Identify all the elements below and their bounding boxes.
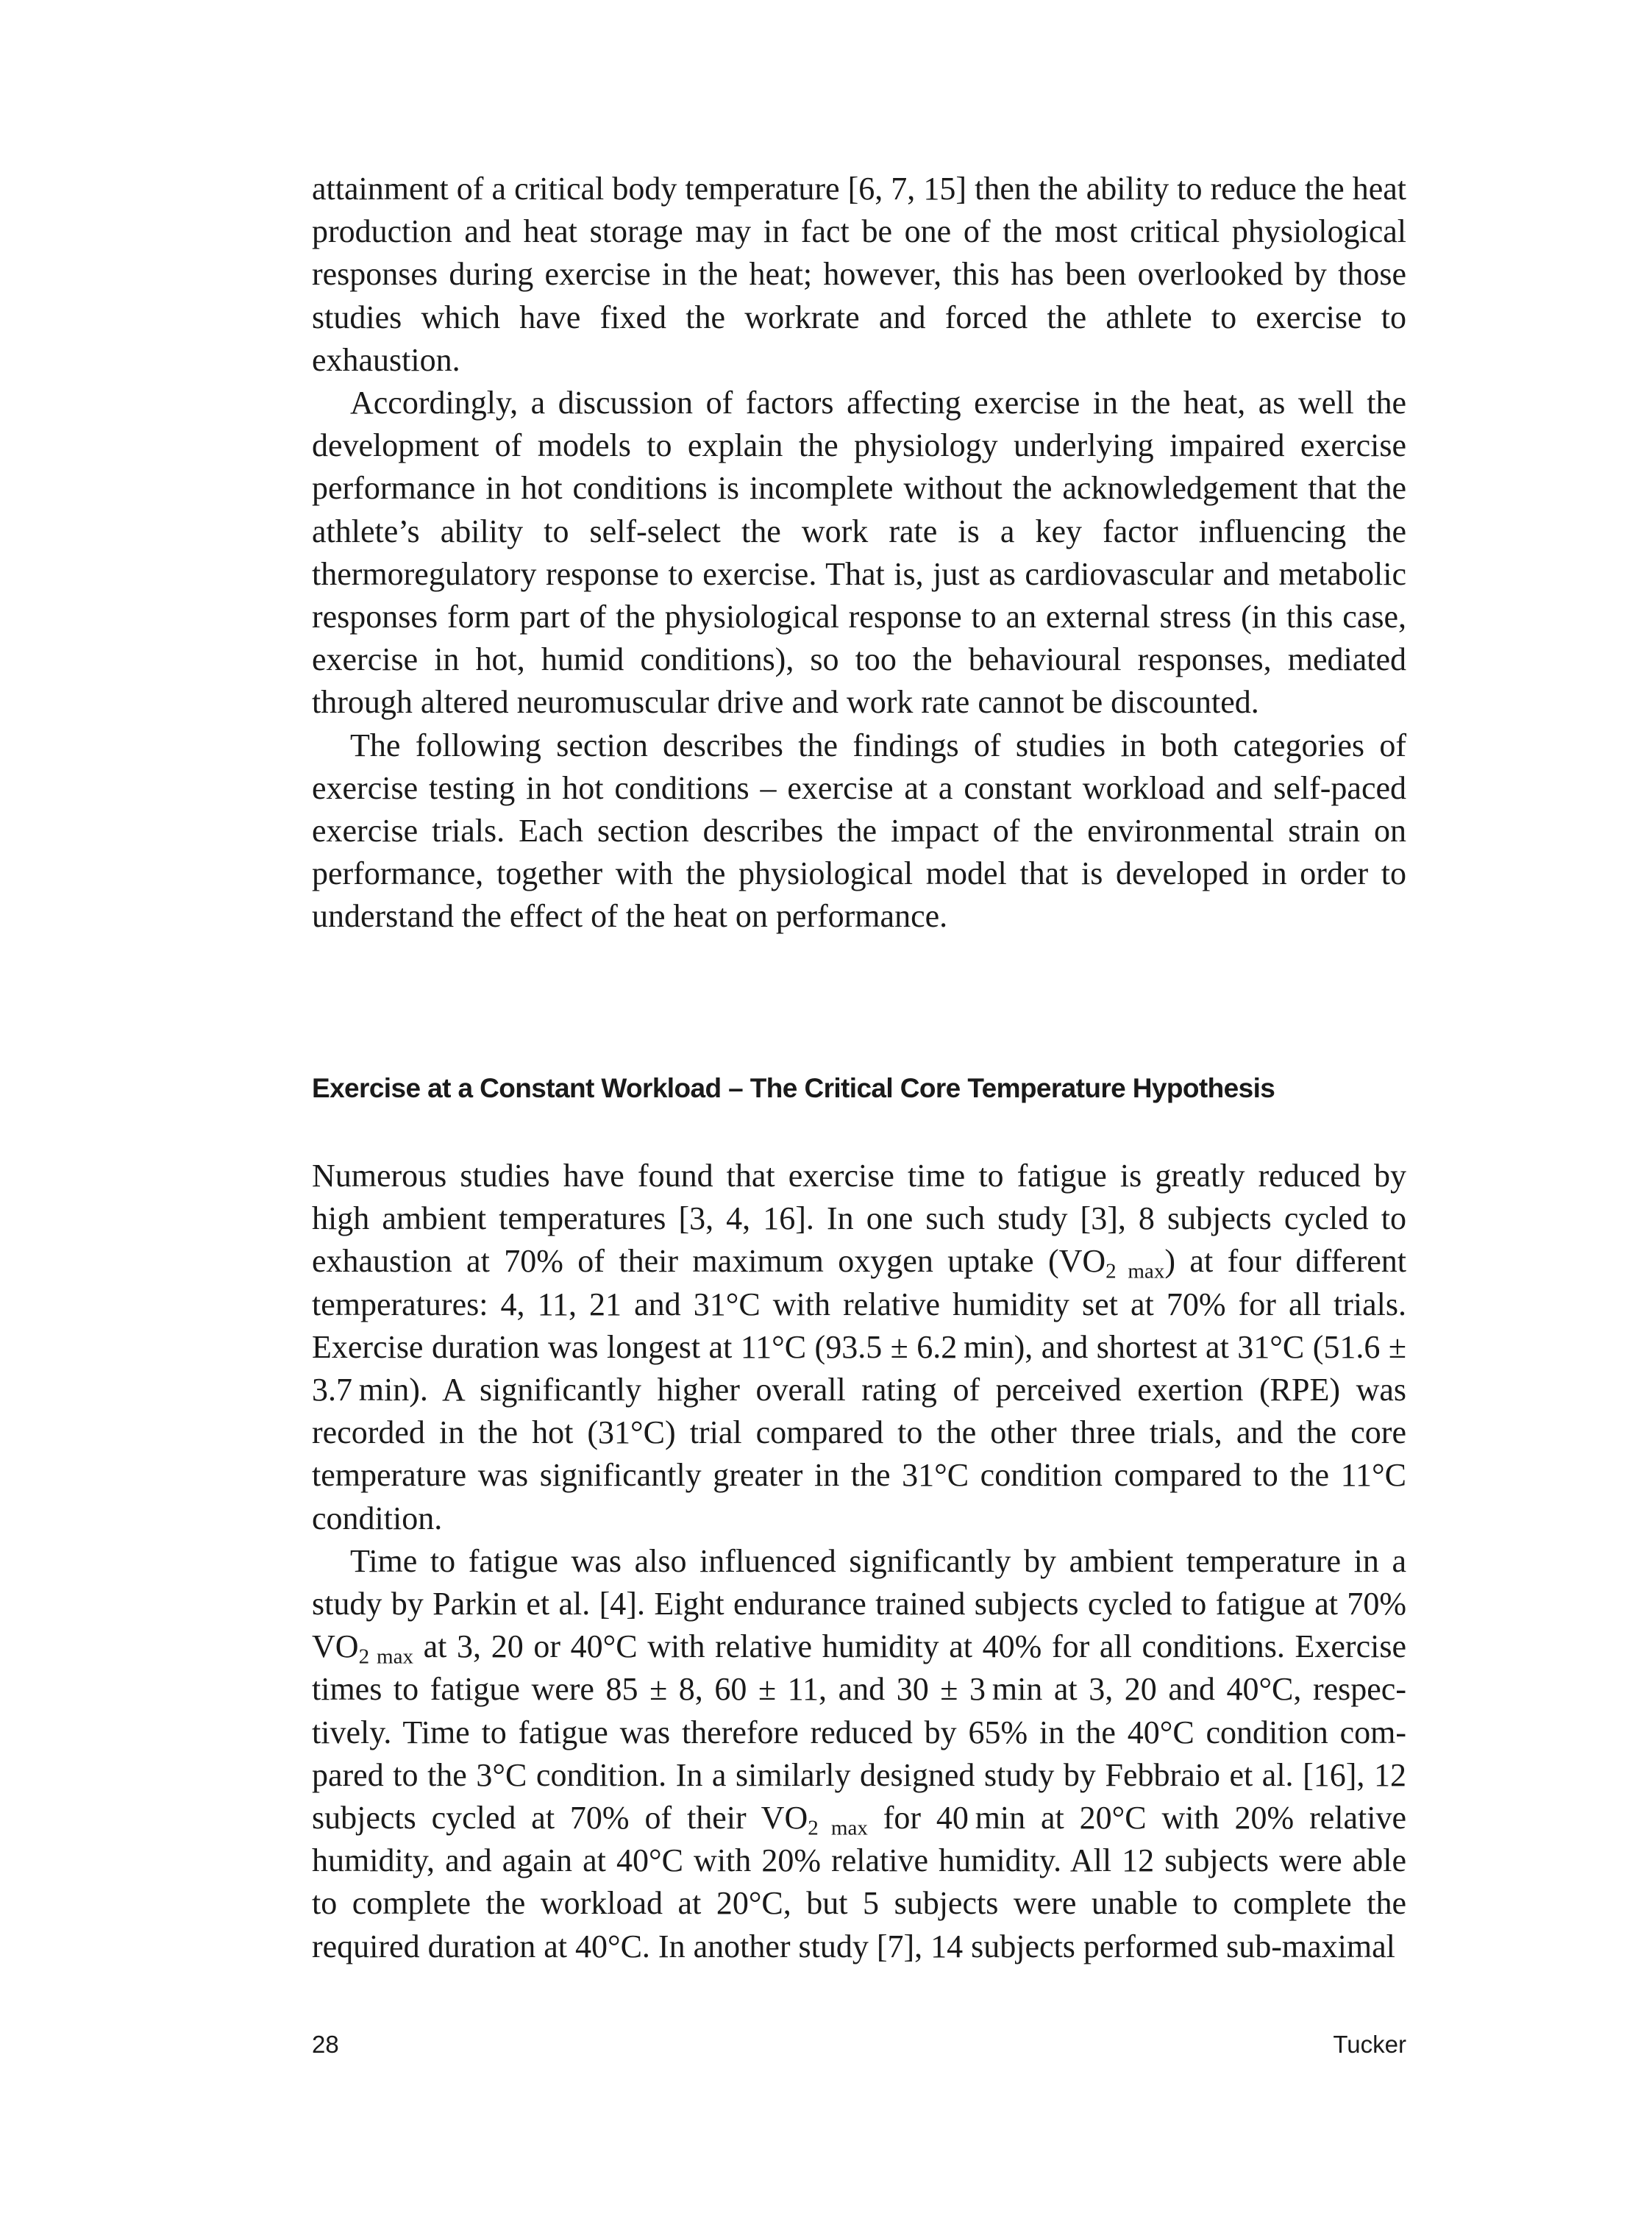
text-run: at 3, 20 or 40°C with relative humidity at 40% for all conditions. Exercise times to fatigue were 85 ± 8, 60 ± 11, and 30 ± 3 min at 3, 20 and 40°C, respectively. Time to fatigue was therefore reduced by 65% in the 40°C condition compared to the 3°C condition. In a similarly designed study by Febbraio et al. [16], 12 subjects cycled at 70% of their VO [312,1628,1406,1836]
text-run: Time to fatigue was also influenced significantly by ambient temperature in a study by Parkin et al. [4]. Eight endurance trained subjects cycled to fatigue at 70% VO [312,1542,1406,1665]
page-number: 28 [312,2031,339,2058]
text-run: for 40 min at 20°C with 20% relative humidity, and again at 40°C with 20% relative humidity. All 12 subjects were able to complete the workload at 20°C, but 5 subjects were unable to complete the required duration at 40°C. In another study [7], 14 subjects performed sub-maximal [312,1800,1406,1964]
body-paragraph [312,1540,1406,1968]
subscript: 2 max [358,1645,413,1669]
subscript: 2 max [808,1816,868,1840]
intro-text [312,168,1406,938]
text-run: Numerous studies have found that exercise time to fatigue is greatly reduced by high ambient temperatures [3, 4, 16]. In one such study [3], 8 subjects cycled to exhaustion at 70% of their maximum oxygen uptake (VO [312,1158,1406,1280]
text-run: ) at four different temperatures: 4, 11, 21 and 31°C with relative humidity set at 70% for all trials. Exercise duration was longest at 11°C (93.5 ± 6.2 min), and shortest at 31°C (51.6 ± 3.7 min). A significantly higher overall rating of perceived exertion (RPE) was recorded in the hot (31°C) trial compared to the other three trials, and the core temperature was significantly greater in the 31°C condition compared to the 11°C condition. [312,1243,1406,1536]
body-paragraph: Accordingly, a discussion of factors affecting exercise in the heat, as well the development of models to explain the physiology underlying impaired exercise performance in hot conditions is incomplete without the acknowledgement that the athlete’s ability to self-select the work rate is a key factor influencing the thermoregulatory response to exercise. That is, just as cardiovascular and metabolic responses form part of the physiological response to an external stress (in this case, exercise in hot, humid conditions), so too the behavioural responses, mediated through altered neuromuscular drive and work rate cannot be discounted. [312,385,1406,721]
section-heading: Exercise at a Constant Workload – The Critical Core Temperature Hypothesis [312,1073,1275,1103]
subscript: 2 max [1106,1260,1165,1284]
body-paragraph: The following section describes the findings of studies in both categories of exercise testing in hot conditions – exercise at a constant workload and self-paced exercise trials. Each section describes the impact of the environmental strain on performance, together with the physiological model that is developed in order to understand the effect of the heat on performance. [312,727,1406,935]
body-paragraph: attainment of a critical body temperature [6, 7, 15] then the ability to reduce the heat production and heat storage may in fact be one of the most critical physiological responses during exercise in the heat; however, this has been overlooked by those studies which have fixed the workrate and forced the athlete to exercise to exhaustion. [312,171,1406,378]
body-paragraph [312,1155,1406,1540]
section-text [312,1155,1406,1968]
running-author: Tucker [1333,2031,1406,2058]
